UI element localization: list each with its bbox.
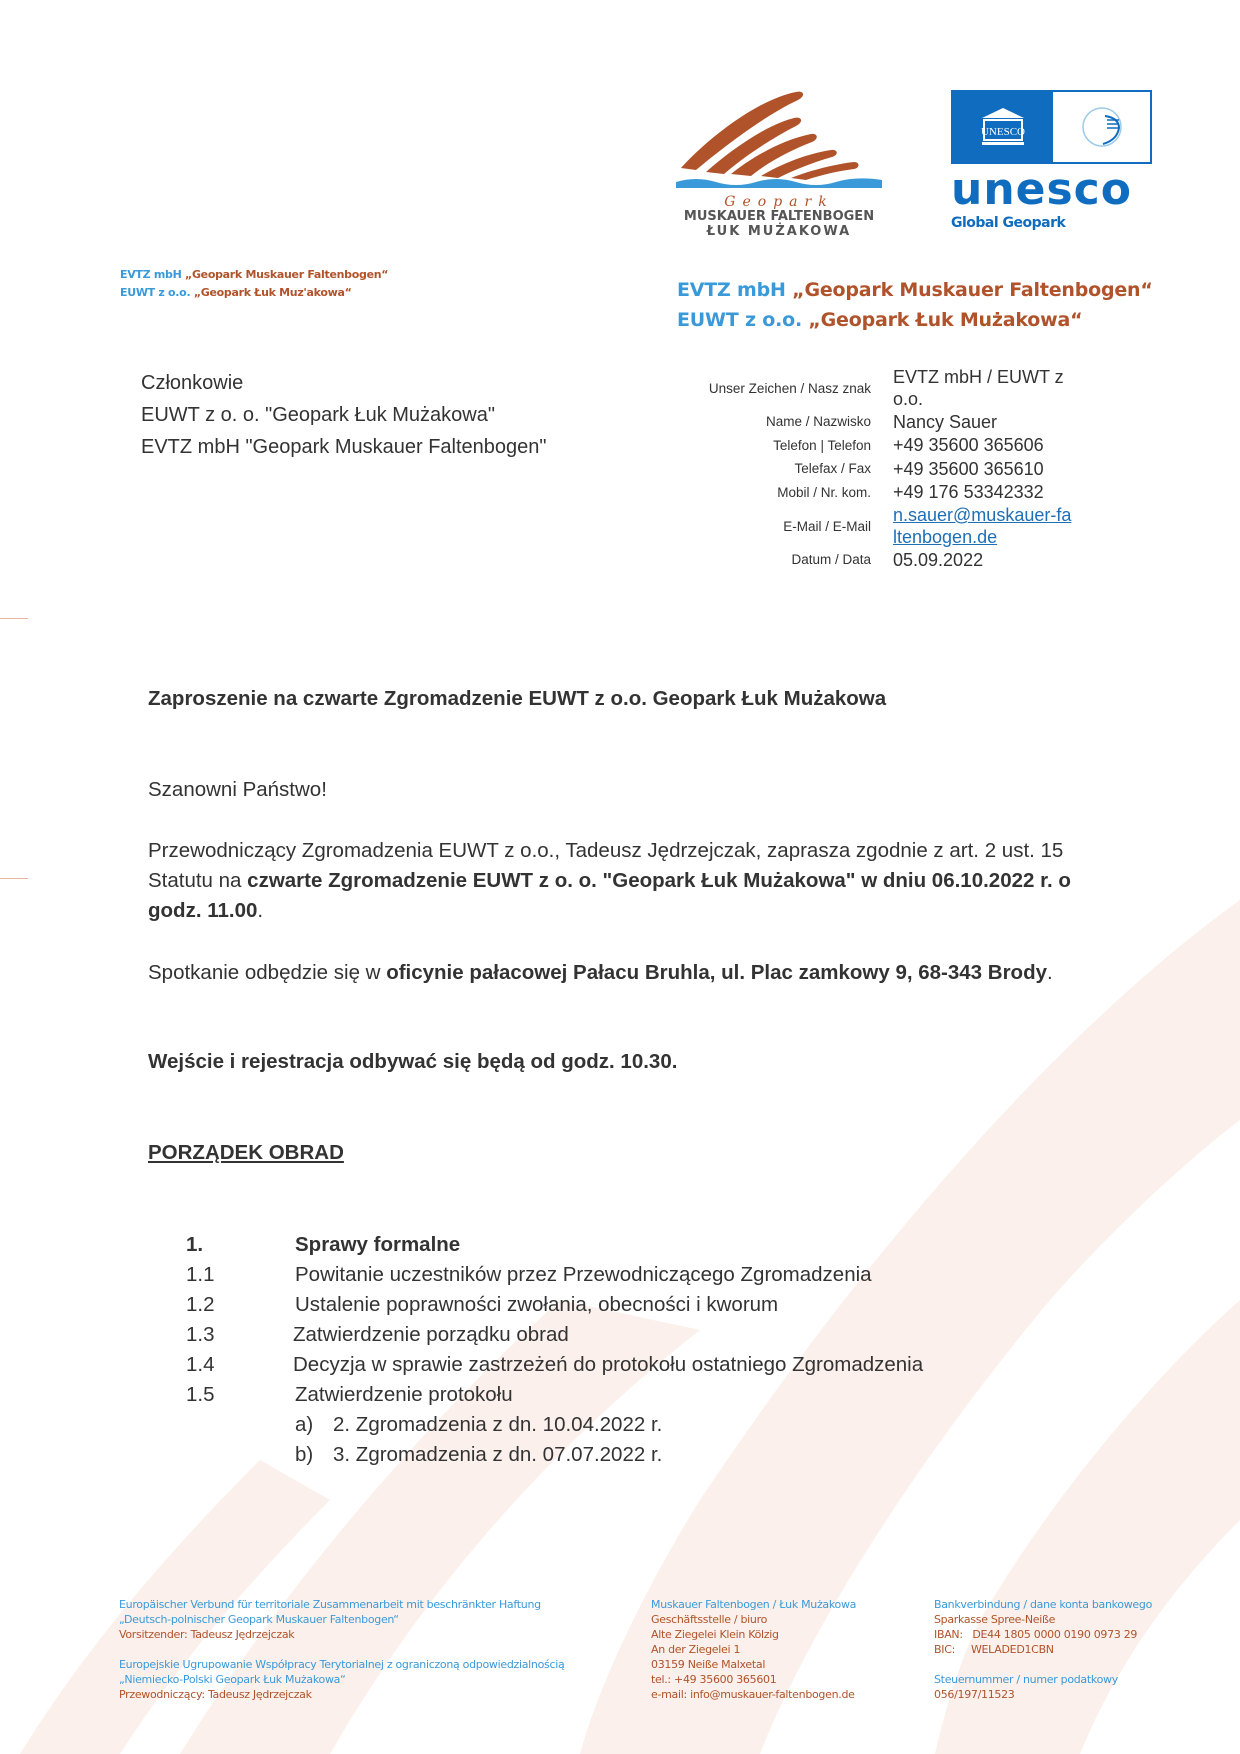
info-value: Nancy Sauer bbox=[893, 411, 998, 432]
info-label: E-Mail / E-Mail bbox=[783, 518, 871, 534]
org-abbrev-de: EVTZ mbH bbox=[120, 268, 186, 281]
recipient-line: Członkowie bbox=[141, 372, 244, 394]
info-label: Name / Nazwisko bbox=[765, 414, 871, 430]
info-label: Telefon | Telefon bbox=[773, 437, 871, 453]
footer-legal bbox=[119, 1597, 564, 1702]
footer-line: 056/197/11523 bbox=[934, 1688, 1015, 1701]
svg-text:UNESCO: UNESCO bbox=[980, 126, 1026, 138]
geopark-folds-icon bbox=[676, 90, 882, 190]
footer-line: „Niemiecko-Polski Geopark Łuk Mużakowa“ bbox=[119, 1673, 346, 1686]
info-value: 05.09.2022 bbox=[893, 549, 984, 570]
info-value: EVTZ mbH / EUWT z o.o. bbox=[893, 367, 1064, 409]
org-abbrev-pl: EUWT z o.o. bbox=[677, 309, 809, 331]
footer-line: 03159 Neiße Malxetal bbox=[651, 1658, 766, 1671]
sender-info-table bbox=[680, 366, 1073, 571]
geopark-globe-icon bbox=[1053, 92, 1150, 162]
footer-line: Vorsitzender: Tadeusz Jędrzejczak bbox=[119, 1628, 295, 1641]
geopark-logo-line1: MUSKAUER FALTENBOGEN bbox=[683, 209, 875, 224]
footer-line: Przewodniczący: Tadeusz Jędrzejczak bbox=[119, 1688, 312, 1701]
footer-line: „Deutsch-polnischer Geopark Muskauer Faltenbogen“ bbox=[119, 1613, 399, 1626]
footer-line: Europejskie Ugrupowanie Współpracy Terytorialnej z ograniczoną odpowiedzialnością bbox=[119, 1658, 565, 1671]
unesco-global-geopark: Global Geopark bbox=[951, 215, 1066, 231]
info-value: +49 35600 365606 bbox=[893, 435, 1044, 456]
footer-line: IBAN: DE44 1805 0000 0190 0973 29 bbox=[934, 1628, 1138, 1641]
footer-bank bbox=[934, 1597, 1152, 1702]
geopark-logo bbox=[676, 90, 882, 240]
unesco-logo bbox=[951, 90, 1151, 240]
footer-office bbox=[651, 1597, 856, 1702]
header-org-names bbox=[677, 275, 1153, 335]
email-link[interactable]: n.sauer@muskauer-faltenbogen.de bbox=[893, 505, 1072, 547]
footer-line: tel.: +49 35600 365601 bbox=[651, 1673, 777, 1686]
org-name-pl: „Geopark Łuk Muz'akowa“ bbox=[193, 286, 352, 299]
unesco-temple-icon bbox=[953, 92, 1053, 162]
fold-mark bbox=[0, 618, 28, 619]
org-name-de: „Geopark Muskauer Faltenbogen“ bbox=[185, 268, 389, 281]
info-label: Datum / Data bbox=[791, 552, 871, 567]
recipient-line: EVTZ mbH "Geopark Muskauer Faltenbogen" bbox=[141, 436, 547, 458]
org-abbrev-de: EVTZ mbH bbox=[677, 279, 793, 301]
unesco-wordmark: unesco bbox=[951, 164, 1132, 215]
greeting: Szanowni Państwo! bbox=[148, 778, 327, 801]
paragraph-registration: Wejście i rejestracja odbywać się będą od godz. 10.30. bbox=[148, 1050, 678, 1073]
footer-line: Sparkasse Spree-Neiße bbox=[934, 1613, 1056, 1626]
footer-line bbox=[119, 1642, 564, 1657]
agenda-heading: PORZĄDEK OBRAD bbox=[148, 1141, 344, 1164]
footer-line: Muskauer Faltenbogen / Łuk Mużakowa bbox=[651, 1598, 857, 1611]
footer-line: Bankverbindung / dane konta bankowego bbox=[934, 1598, 1153, 1611]
info-label: Telefax / Fax bbox=[794, 461, 871, 477]
geopark-logo-word: Geopark bbox=[724, 194, 834, 210]
info-label: Mobil / Nr. kom. bbox=[777, 484, 871, 500]
footer-line: Steuernummer / numer podatkowy bbox=[934, 1673, 1118, 1686]
org-abbrev-pl: EUWT z o.o. bbox=[120, 286, 194, 299]
footer-line: Geschäftsstelle / biuro bbox=[651, 1613, 768, 1626]
paragraph-location: Spotkanie odbędzie się w oficynie pałacowej Pałacu Bruhla, ul. Plac zamkowy 9, 68-343 Brody. bbox=[148, 961, 1053, 984]
footer-line: Europäischer Verbund für territoriale Zusammenarbeit mit beschränkter Haftung bbox=[119, 1598, 541, 1611]
recipient-line: EUWT z o. o. "Geopark Łuk Mużakowa" bbox=[141, 404, 495, 426]
info-value: +49 176 53342332 bbox=[893, 482, 1044, 503]
recipient-address bbox=[141, 367, 547, 463]
footer-line: Alte Ziegelei Klein Kölzig bbox=[651, 1628, 779, 1641]
org-name-de: „Geopark Muskauer Faltenbogen“ bbox=[792, 279, 1153, 301]
paragraph-invitation: Przewodniczący Zgromadzenia EUWT z o.o., Tadeusz Jędrzejczak, zaprasza zgodnie z art. 2 ust. 15 Statutu na czwarte Zgromadzenie EUWT z o. o. "Geopark Łuk Mużakowa" w dniu 06.10.2022 r. o godz. 11.00. bbox=[148, 839, 1071, 922]
org-name-pl: „Geopark Łuk Mużakowa“ bbox=[808, 309, 1083, 331]
footer-line: An der Ziegelei 1 bbox=[651, 1643, 741, 1656]
letter-title: Zaproszenie na czwarte Zgromadzenie EUWT z o.o. Geopark Łuk Mużakowa bbox=[148, 687, 887, 710]
header-org-names-small bbox=[120, 266, 388, 302]
info-value: +49 35600 365610 bbox=[893, 458, 1044, 479]
footer-line: BIC: WELADED1CBN bbox=[934, 1643, 1054, 1656]
fold-mark bbox=[0, 878, 28, 879]
footer-line bbox=[934, 1657, 1152, 1672]
geopark-logo-line2: ŁUK MUŻAKOWA bbox=[706, 224, 852, 239]
footer-line: e-mail: info@muskauer-faltenbogen.de bbox=[651, 1688, 855, 1701]
info-label: Unser Zeichen / Nasz znak bbox=[708, 380, 871, 396]
